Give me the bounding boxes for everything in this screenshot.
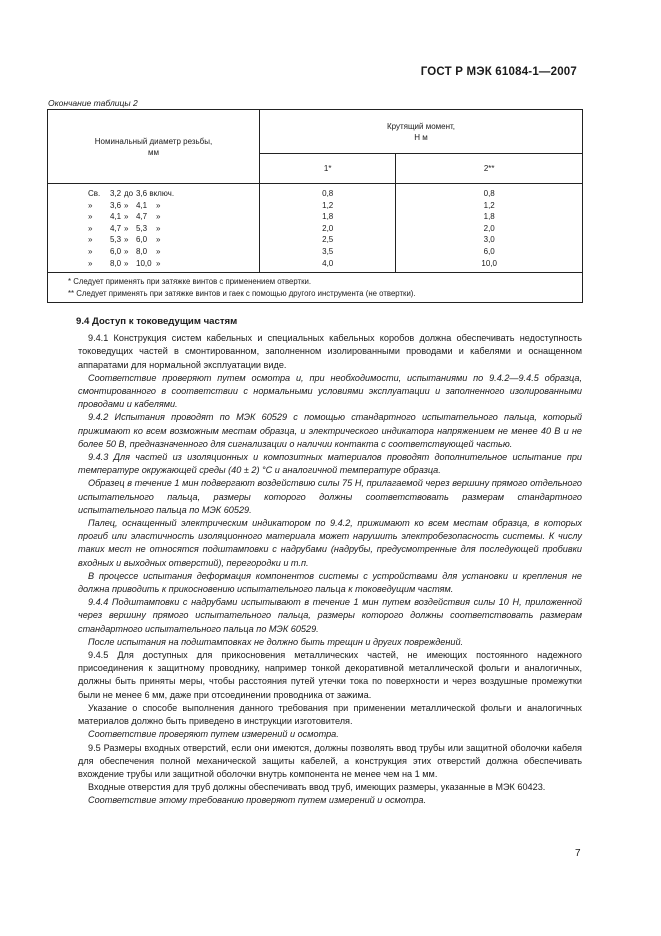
- torque-value-1: 2,0: [322, 223, 334, 233]
- body-paragraph: Входные отверстия для труб должны обеспечивать ввод труб, имеющих размеры, указанные в МЭК 60423.: [88, 782, 546, 793]
- range-cell: 3,6 включ.: [136, 189, 175, 198]
- body-paragraph: 9.4.1 Конструкция систем кабельных и специальных кабельных коробов должна обеспечивать недоступность токоведущих частей в смонтированном, заполненном изолированными проводами и кабелями и оснащенном аппаратами для нормальной эксплуатации виде.: [78, 333, 582, 370]
- range-cell: »: [156, 212, 161, 222]
- range-cell: »: [88, 235, 93, 245]
- range-cell: »: [124, 235, 129, 245]
- torque-value-1: 0,8: [322, 189, 334, 198]
- range-cell: 5,3: [136, 223, 148, 233]
- table-row-range: [48, 258, 259, 270]
- range-cell: »: [156, 246, 161, 256]
- body-paragraph: После испытания на подштамповках не должно быть трещин и других повреждений.: [88, 636, 464, 647]
- range-cell: »: [88, 246, 93, 256]
- torque-value-2: 6,0: [483, 246, 495, 256]
- body-paragraph: Соответствие этому требованию проверяют путем измерений и осмотра.: [88, 795, 427, 806]
- range-cell: 4,1: [136, 200, 148, 210]
- body-paragraph: В процессе испытания деформация компонентов системы с устройствами для установки и крепления не должна приводить к прикосновению испытательного пальца к токоведущим частям.: [78, 570, 582, 595]
- table-row-range: [48, 246, 259, 258]
- range-cell: 8,0: [110, 258, 122, 268]
- range-cell: 4,1: [110, 212, 122, 222]
- page-number: 7: [575, 848, 581, 859]
- col-header-torque: Крутящий момент, Н м: [260, 110, 583, 154]
- body-paragraph: Образец в течение 1 мин подвергают воздействию силы 75 Н, прилагаемой через вершину прямого отдельного испытательного пальца, размеры которого должны соответствовать размерам стандартного испытательного пальца по МЭК 60529.: [78, 478, 582, 515]
- body-paragraph: Соответствие проверяют путем осмотра и, при необходимости, испытаниями по 9.4.2—9.4.5 образца, смонтированного в соответствии с нормальными условиями эксплуатации и заполненного изолированными проводами и кабелями.: [78, 372, 582, 410]
- torque-value-1: 4,0: [322, 258, 334, 268]
- torque-value-2: 2,0: [483, 223, 495, 233]
- range-cell: 5,3: [110, 235, 122, 245]
- section-title: 9.4 Доступ к токоведущим частям: [76, 316, 238, 327]
- range-cell: »: [124, 223, 129, 233]
- range-cell: 6,0: [136, 235, 148, 245]
- table-notes: [48, 273, 583, 303]
- torque-table: [47, 109, 583, 303]
- subheader-1: 1*: [260, 154, 396, 184]
- torque-value-1: 1,8: [322, 212, 334, 222]
- range-cell: »: [88, 223, 93, 233]
- body-paragraph: Соответствие проверяют путем измерений и осмотра.: [88, 729, 339, 740]
- range-cell: »: [88, 200, 93, 210]
- col-header-diameter: Номинальный диаметр резьбы, мм: [48, 110, 260, 184]
- torque-value-1: 1,2: [322, 200, 334, 210]
- diameter-column: [48, 184, 260, 273]
- range-cell: »: [88, 212, 93, 222]
- torque-column-2: [396, 184, 583, 273]
- torque-value-2: 10,0: [481, 258, 497, 268]
- range-cell: »: [124, 200, 129, 210]
- body-paragraph: 9.5 Размеры входных отверстий, если они имеются, должны позволять ввод трубы или защитной оболочки кабеля для обеспечения полной механической защиты кабелей, а конструкция этих отверстий должна обеспечивать вхождение трубы или защитной оболочки внутрь компонента не менее чем на 1 мм.: [78, 742, 582, 779]
- document-id: ГОСТ Р МЭК 61084-1—2007: [420, 66, 577, 78]
- torque-value-1: 2,5: [322, 235, 334, 245]
- torque-value-2: 0,8: [483, 189, 495, 198]
- range-cell: »: [124, 258, 129, 268]
- body-paragraph: Палец, оснащенный электрическим индикатором по 9.4.2, прижимают ко всем местам образца, в которых прогиб или эластичность изоляционного материала может нарушить электробезопасность системы. К числу таких мест не относятся подштамповки с надрубами (надрубы, предусмотренные для последующей пробивки входных и выходных отверстий), перегородки и т.п.: [78, 518, 582, 568]
- range-cell: 3,2: [110, 189, 122, 198]
- subheader-2: 2**: [396, 154, 583, 184]
- torque-value-2: 1,8: [483, 212, 495, 222]
- range-cell: 3,6: [110, 200, 122, 210]
- range-cell: »: [156, 200, 161, 210]
- range-cell: »: [156, 235, 161, 245]
- range-cell: »: [156, 258, 161, 268]
- footnote-2: ** Следует применять при затяжке винтов и гаек с помощью другого инструмента (не отвертки).: [68, 289, 416, 299]
- range-cell: до: [124, 189, 134, 198]
- table-caption: Окончание таблицы 2: [48, 98, 138, 108]
- torque-value-1: 3,5: [322, 246, 334, 256]
- table-row-range: [48, 200, 259, 212]
- body-paragraph: Указание о способе выполнения данного требования при применении металлической фольги и аналогичных материалов должно быть приведено в инструкции изготовителя.: [78, 702, 582, 727]
- body-paragraph: 9.4.2 Испытания проводят по МЭК 60529 с помощью стандартного испытательного пальца, который прижимают ко всем возможным местам образца, и электрического индикатора напряжением не менее 40 В и не более 50 В, предназначенного для сигнализации о наличии контакта с соответствующей частью.: [78, 412, 582, 449]
- range-cell: Св.: [88, 189, 101, 198]
- table-row-range: [48, 211, 259, 223]
- range-cell: 8,0: [136, 246, 148, 256]
- body-paragraph: 9.4.4 Подштамповки с надрубами испытывают в течение 1 мин путем воздействия силы 10 Н, приложенной через вершину прямого испытательного пальца, размеры которого должны соответствовать размерам стандартного испытательного пальца по МЭК 60529.: [78, 597, 582, 634]
- torque-value-2: 1,2: [483, 200, 495, 210]
- range-cell: 10,0: [136, 258, 152, 268]
- table-row-range: [48, 188, 259, 200]
- body-paragraph: 9.4.5 Для доступных для прикосновения металлических частей, не имеющих постоянного надежного присоединения к защитному проводнику, например тонкой декоративной металлической фольги и аналогичных, должны быть приняты меры, чтобы расстояния путей утечки тока по поверхности и через воздушные промежутки были не менее 6 мм, даже при отсоединении проводника от зажима.: [78, 650, 582, 700]
- torque-column-1: [260, 184, 396, 273]
- range-cell: 6,0: [110, 246, 122, 256]
- table-row-range: [48, 223, 259, 235]
- range-cell: »: [124, 246, 129, 256]
- range-cell: »: [88, 258, 93, 268]
- torque-value-2: 3,0: [483, 235, 495, 245]
- section-body: [78, 315, 582, 808]
- range-cell: 4,7: [136, 212, 148, 222]
- range-cell: 4,7: [110, 223, 122, 233]
- body-paragraph: 9.4.3 Для частей из изоляционных и композитных материалов проводят дополнительное испытание при температуре окружающей среды (40 ± 2) °С и аналогичной температуре образца.: [78, 452, 582, 476]
- table-row-range: [48, 234, 259, 246]
- range-cell: »: [156, 223, 161, 233]
- footnote-1: * Следует применять при затяжке винтов с применением отвертки.: [68, 277, 312, 287]
- range-cell: »: [124, 212, 129, 222]
